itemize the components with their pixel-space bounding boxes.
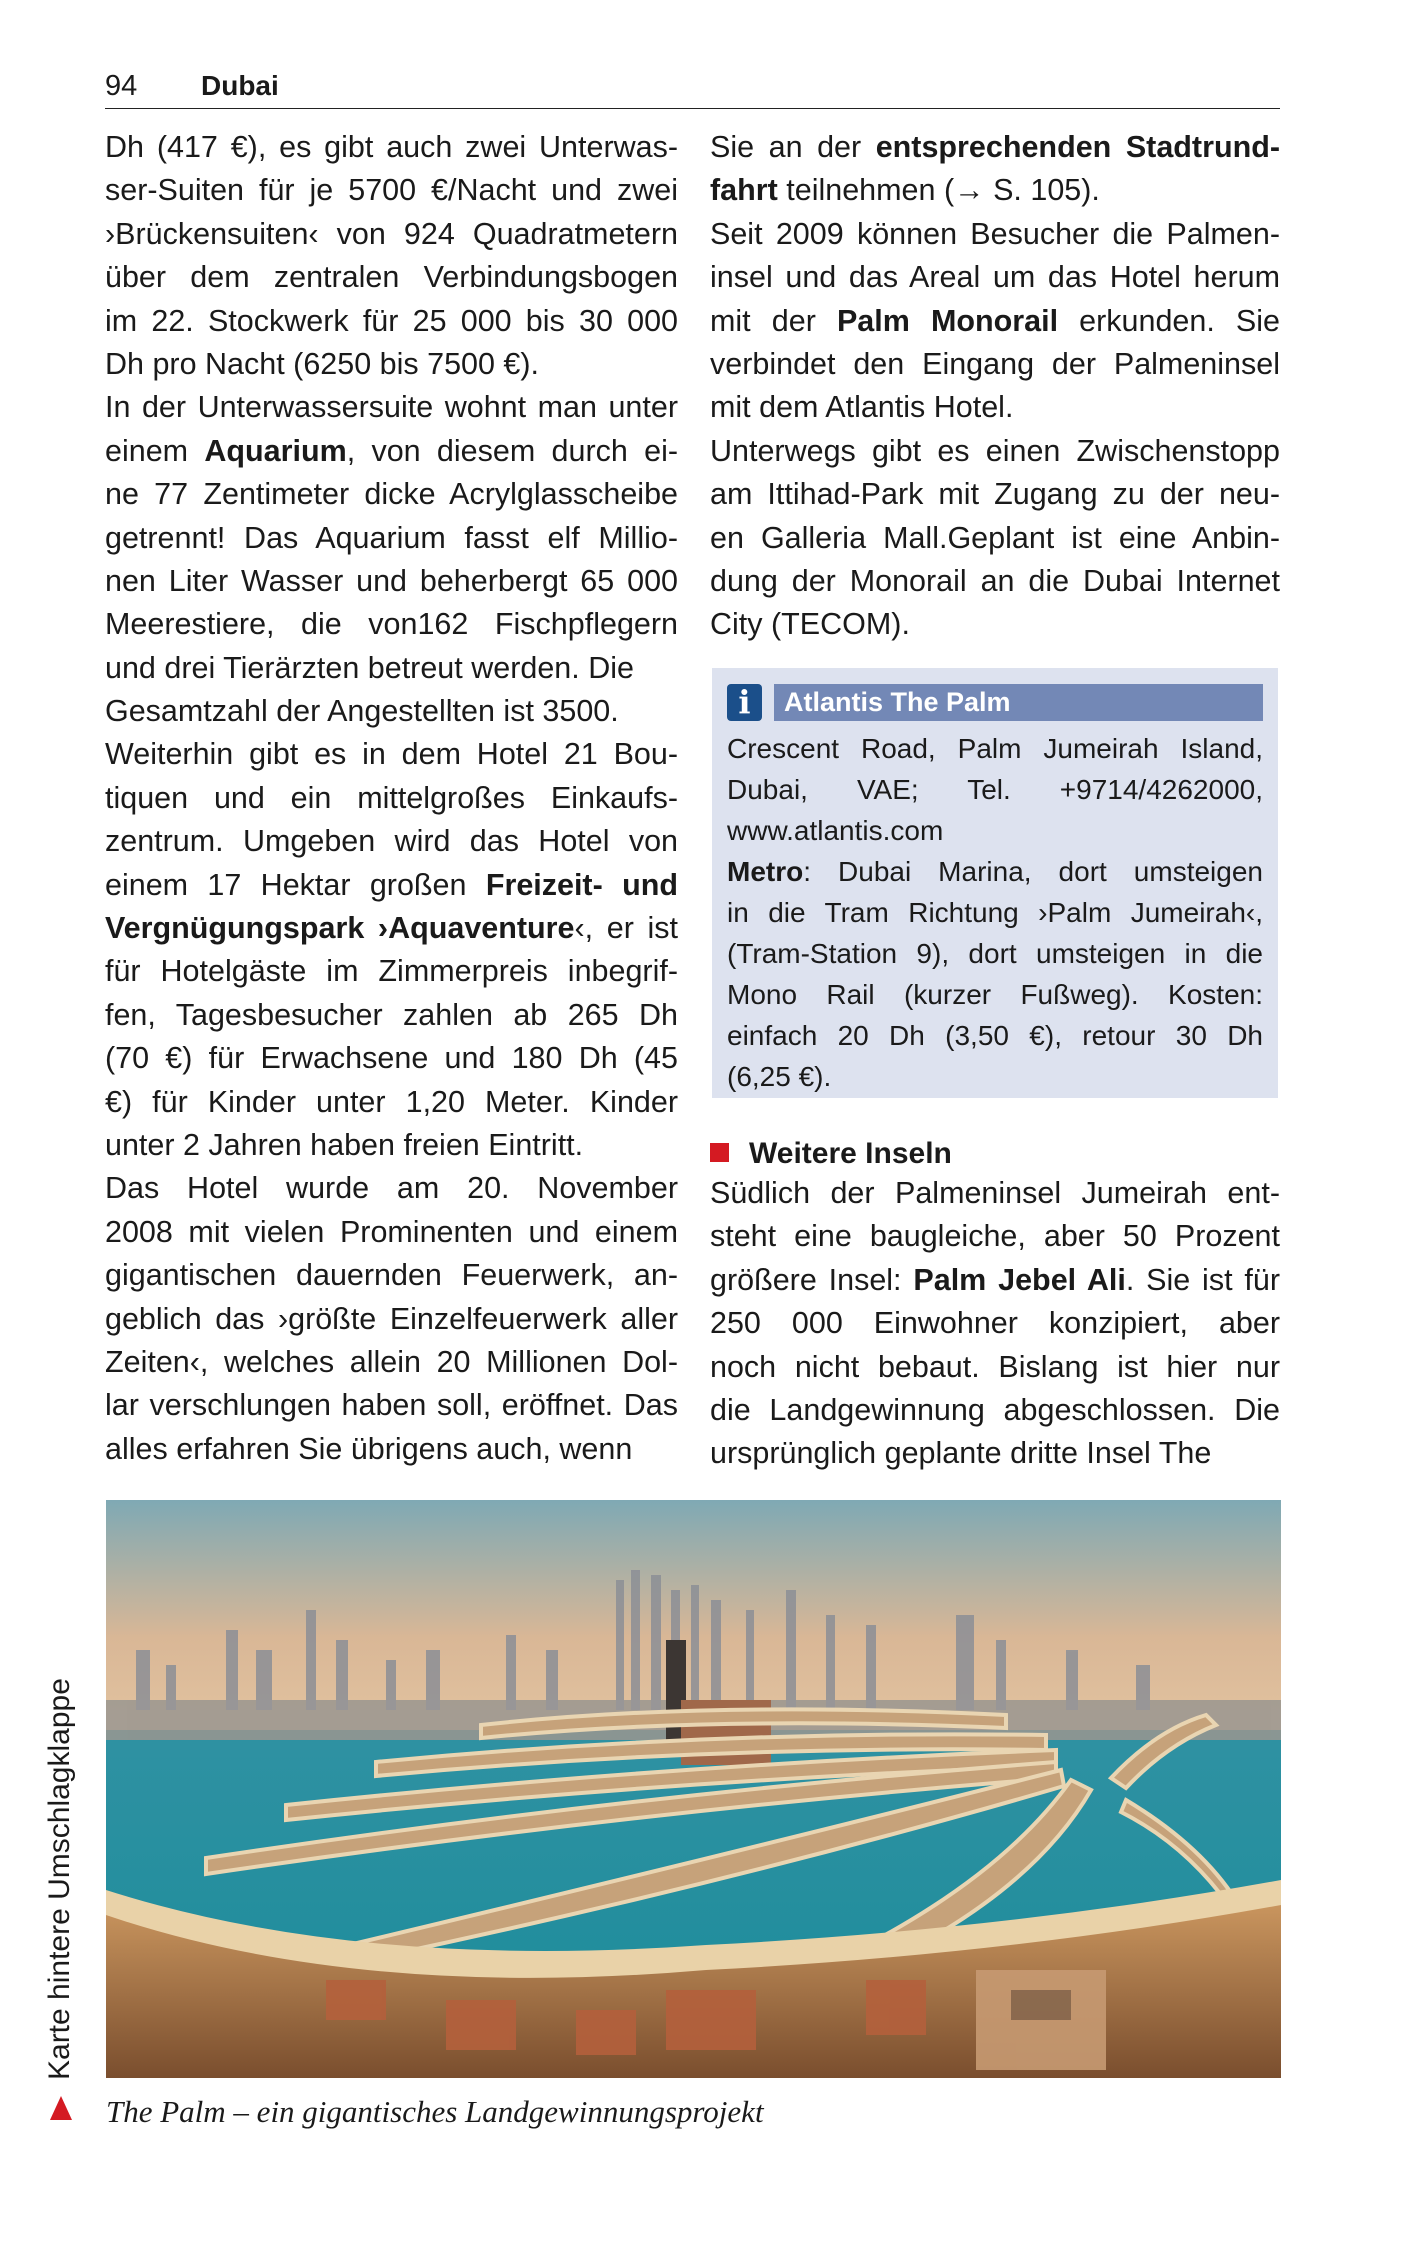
text-line: fahrt teilnehmen (→ S. 105). xyxy=(710,173,1100,208)
text-line: verbindet den Eingang der Palmeninsel xyxy=(710,346,1280,381)
text-line: einfach 20 Dh (3,50 €), retour 30 Dh xyxy=(727,1020,1263,1051)
text-line: nen Liter Wasser und beherbergt 65 000 xyxy=(105,563,678,598)
text-line: alles erfahren Sie übrigens auch, wenn xyxy=(105,1431,633,1466)
text-line: Seit 2009 können Besucher die Palmen- xyxy=(710,216,1280,251)
text-line: Dh pro Nacht (6250 bis 7500 €). xyxy=(105,346,540,381)
text-line: €) für Kinder unter 1,20 Meter. Kinder xyxy=(105,1084,678,1119)
text-line: ne 77 Zentimeter dicke Acrylglasscheibe xyxy=(105,477,678,512)
text-line: am Ittihad-Park mit Zugang zu der neu- xyxy=(710,477,1280,512)
text-line: en Galleria Mall.Geplant ist eine Anbin- xyxy=(710,520,1280,555)
text-line: über dem zentralen Verbindungsbogen xyxy=(105,260,678,295)
text-line: www.atlantis.com xyxy=(727,815,944,846)
text-line: Metro: Dubai Marina, dort umsteigen xyxy=(727,856,1263,887)
running-title: Dubai xyxy=(201,70,279,101)
text-line: ursprünglich geplante dritte Insel The xyxy=(710,1436,1212,1471)
text-line: ser-Suiten für je 5700 €/Nacht und zwei xyxy=(105,173,678,208)
section-title: Weitere Inseln xyxy=(749,1137,952,1170)
text-line: Südlich der Palmeninsel Jumeirah ent- xyxy=(710,1176,1280,1210)
text-line: Zeiten‹, welches allein 20 Millionen Dol- xyxy=(105,1344,678,1379)
text-line: Gesamtzahl der Angestellten ist 3500. xyxy=(105,694,619,729)
text-line: Crescent Road, Palm Jumeirah Island, xyxy=(727,733,1263,764)
text-line: 250 000 Einwohner konzipiert, aber xyxy=(710,1306,1280,1341)
text-line: lar verschlungen haben soll, eröffnet. Das xyxy=(105,1388,678,1423)
text-line: Mono Rail (kurzer Fußweg). Kosten: xyxy=(727,979,1263,1010)
text-line: Meerestiere, die von162 Fischpflegern xyxy=(105,607,678,642)
palm-jumeirah-photo xyxy=(106,1500,1281,2078)
text-line: Das Hotel wurde am 20. November xyxy=(105,1171,678,1206)
text-line: 2008 mit vielen Prominenten und einem xyxy=(105,1214,678,1249)
photo-caption: The Palm – ein gigantisches Landgewinnungsprojekt xyxy=(106,2094,764,2129)
bold-term: Palm Jebel Ali xyxy=(913,1262,1126,1297)
info-icon: i xyxy=(727,684,762,721)
text-line: Sie an der entsprechenden Stadtrund- xyxy=(710,130,1280,164)
left-column-text xyxy=(105,126,678,1471)
info-box-header xyxy=(727,684,1263,721)
text-line: im 22. Stockwerk für 25 000 bis 30 000 xyxy=(105,303,678,338)
bold-term: fahrt xyxy=(710,173,778,208)
text-line: Dubai, VAE; Tel. +9714/4262000, xyxy=(727,774,1263,805)
text-line: steht eine baugleiche, aber 50 Prozent xyxy=(710,1219,1280,1254)
text-line: mit dem Atlantis Hotel. xyxy=(710,390,1014,425)
text-line: In der Unterwassersuite wohnt man unter xyxy=(105,390,678,425)
text-line: geblich das ›größte Einzelfeuerwerk aller xyxy=(105,1301,678,1336)
text-line: City (TECOM). xyxy=(710,607,910,642)
aerial-photo-illustration xyxy=(106,1500,1281,2078)
text-line: größere Insel: Palm Jebel Ali. Sie ist für xyxy=(710,1262,1280,1297)
side-tab-label: Karte hintere Umschlagklappe xyxy=(43,1678,76,2080)
text-line: (70 €) für Erwachsene und 180 Dh (45 xyxy=(105,1041,678,1076)
bold-term: Aquarium xyxy=(204,433,347,468)
text-line: mit der Palm Monorail erkunden. Sie xyxy=(710,303,1280,338)
text-line: zentrum. Umgeben wird das Hotel von xyxy=(105,824,678,859)
info-box-title: Atlantis The Palm xyxy=(774,684,1263,721)
text-line: noch nicht bebaut. Bislang ist hier nur xyxy=(710,1349,1280,1384)
text-line: ›Brückensuiten‹ von 924 Quadratmetern xyxy=(105,216,678,251)
text-line: unter 2 Jahren haben freien Eintritt. xyxy=(105,1127,584,1162)
text-line: dung der Monorail an die Dubai Internet xyxy=(710,563,1280,598)
text-line: fen, Tagesbesucher zahlen ab 265 Dh xyxy=(105,997,678,1032)
page-number: 94 xyxy=(105,70,138,102)
bold-term: Palm Monorail xyxy=(836,303,1059,338)
text-line: in die Tram Richtung ›Palm Jumeirah‹, xyxy=(727,897,1263,928)
right-column-text xyxy=(710,126,1280,647)
text-line: tiquen und ein mittelgroßes Einkaufs- xyxy=(105,780,678,815)
page-header xyxy=(105,68,1280,109)
text-line: für Hotelgäste im Zimmerpreis inbegrif- xyxy=(105,954,678,989)
text-line: (Tram-Station 9), dort umsteigen in die xyxy=(727,938,1263,969)
info-box-body xyxy=(727,728,1263,1097)
text-line: Unterwegs gibt es einen Zwischenstopp xyxy=(710,433,1280,468)
text-line: Weiterhin gibt es in dem Hotel 21 Bou- xyxy=(105,737,678,772)
section-heading xyxy=(710,1134,952,1174)
text-line: (6,25 €). xyxy=(727,1061,832,1092)
bold-term: Metro xyxy=(727,856,804,887)
info-box-atlantis xyxy=(712,668,1278,1098)
text-line: Vergnügungspark ›Aquaventure‹, er ist xyxy=(105,911,678,946)
red-triangle-icon xyxy=(50,2096,72,2120)
red-square-marker-icon xyxy=(710,1143,729,1162)
text-line: insel und das Areal um das Hotel herum xyxy=(710,260,1280,295)
text-line: einem Aquarium, von diesem durch ei- xyxy=(105,433,678,468)
text-line: und drei Tierärzten betreut werden. Die xyxy=(105,650,634,685)
text-line: einem 17 Hektar großen Freizeit- und xyxy=(105,867,678,902)
bold-term: Vergnügungspark ›Aquaventure xyxy=(105,911,575,946)
text-line: die Landgewinnung abgeschlossen. Die xyxy=(710,1392,1280,1427)
section-body-text xyxy=(710,1172,1280,1476)
text-line: getrennt! Das Aquarium fasst elf Millio- xyxy=(105,520,678,555)
text-line: Dh (417 €), es gibt auch zwei Unterwas- xyxy=(105,130,678,164)
bold-term: entsprechenden Stadtrund- xyxy=(875,130,1280,164)
bold-term: Freizeit- und xyxy=(485,867,678,902)
text-line: gigantischen dauernden Feuerwerk, an- xyxy=(105,1258,678,1293)
